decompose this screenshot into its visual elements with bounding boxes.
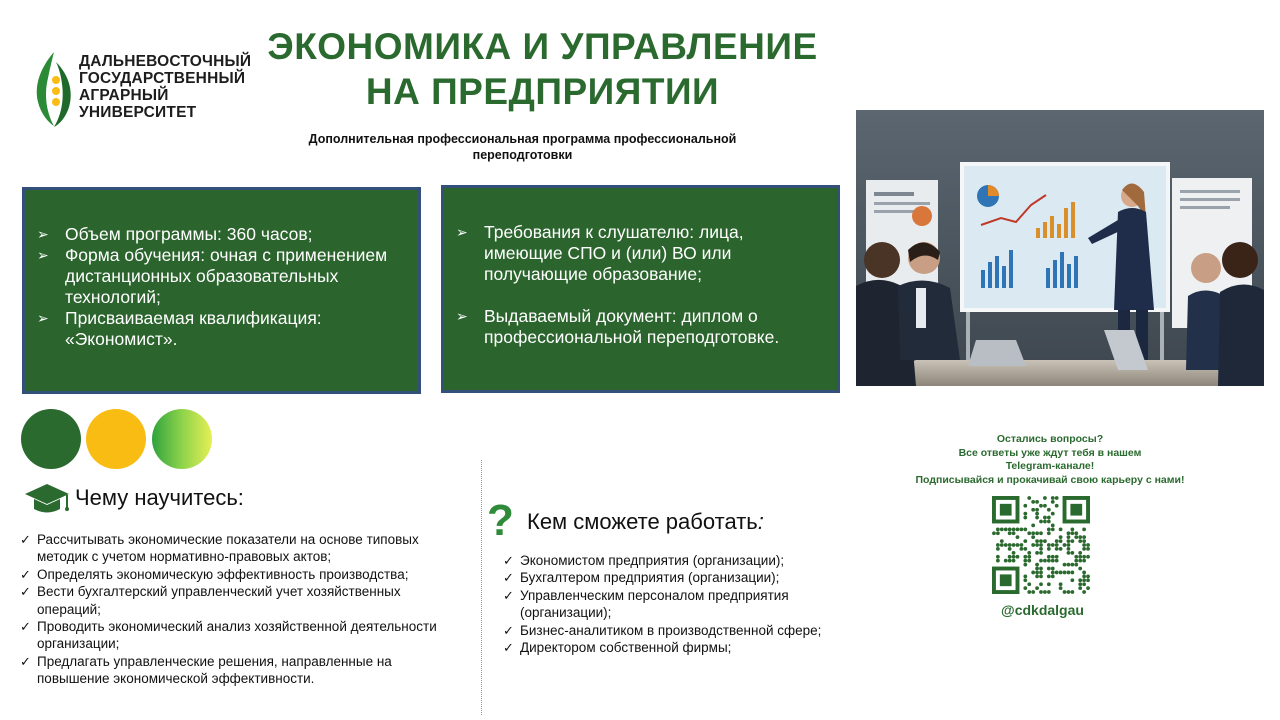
list-item: ✓ Управленческим персоналом предприятия (организации); <box>503 587 823 622</box>
telegram-line: Остались вопросы? <box>996 433 1104 445</box>
gradient-circle <box>152 409 212 469</box>
green-circle <box>21 409 81 469</box>
telegram-line: Telegram-канале! <box>1005 460 1095 472</box>
presentation-photo <box>856 110 1264 386</box>
university-name <box>79 53 251 121</box>
work-heading-colon: : <box>757 509 764 534</box>
work-heading <box>527 509 764 535</box>
list-item: ✓ Проводить экономический анализ хозяйственной деятельности организации; <box>20 618 450 653</box>
logo-line: АГРАРНЫЙ <box>79 87 169 104</box>
telegram-line: Подписывайся и прокачивай свою карьеру с нами! <box>915 473 1185 486</box>
leaf-logo-icon <box>32 50 76 130</box>
telegram-handle[interactable]: @cdkdalgau <box>1001 602 1084 618</box>
university-logo <box>32 50 252 130</box>
title-line-1: ЭКОНОМИКА И УПРАВЛЕНИЕ <box>267 26 818 67</box>
program-info-item: ➢ Присваиваемая квалификация: «Экономист». <box>37 308 408 350</box>
list-item: ✓ Бухгалтером предприятия (организации); <box>503 569 823 586</box>
document-item: ➢ Выдаваемый документ: диплом о профессиональной переподготовке. <box>456 306 827 348</box>
skills-list <box>20 531 450 688</box>
list-item: ✓ Предлагать управленческие решения, направленные на повышение экономической эффективности. <box>20 653 450 688</box>
list-item: ✓ Вести бухгалтерский управленческий учет хозяйственных операций; <box>20 583 450 618</box>
requirements-box <box>441 185 840 393</box>
work-section-header <box>487 496 787 545</box>
list-item: ✓ Директором собственной фирмы; <box>503 639 823 656</box>
logo-line: ДАЛЬНЕВОСТОЧНЫЙ <box>79 53 252 70</box>
list-item: ✓ Рассчитывать экономические показатели на основе типовых методик с учетом нормативно-правовых актов; <box>20 531 450 566</box>
requirements-item: ➢ Требования к слушателю: лица, имеющие СПО и (или) ВО или получающие образование; <box>456 222 827 285</box>
subtitle-line-1: Дополнительная профессиональная программа профессиональной <box>308 132 737 146</box>
program-subtitle <box>270 131 775 163</box>
careers-list <box>503 552 823 656</box>
logo-line: ГОСУДАРСТВЕННЫЙ <box>79 70 246 87</box>
logo-line: УНИВЕРСИТЕТ <box>79 104 197 121</box>
divider <box>481 460 482 715</box>
work-heading-text: Кем сможете работать <box>527 509 758 534</box>
question-mark-icon: ? <box>487 496 514 545</box>
list-item: ✓ Экономистом предприятия (организации); <box>503 552 823 569</box>
list-item: ✓ Бизнес-аналитиком в производственной сфере; <box>503 622 823 639</box>
graduation-cap-icon <box>23 482 71 516</box>
list-item: ✓ Определять экономическую эффективность производства; <box>20 566 450 583</box>
subtitle-line-2: переподготовки <box>472 148 573 162</box>
title-line-2: НА ПРЕДПРИЯТИИ <box>365 71 720 112</box>
learn-section-header <box>23 482 323 518</box>
program-info-box <box>22 187 421 394</box>
learn-heading: Чему научитесь: <box>75 485 244 510</box>
qr-code[interactable] <box>992 496 1090 594</box>
telegram-promo <box>900 433 1200 487</box>
program-info-item: ➢ Форма обучения: очная с применением дистанционных образовательных технологий; <box>37 245 408 308</box>
yellow-circle <box>86 409 146 469</box>
program-info-item: ➢ Объем программы: 360 часов; <box>37 224 408 245</box>
page-title <box>255 24 830 114</box>
telegram-line: Все ответы уже ждут тебя в нашем <box>958 446 1142 459</box>
